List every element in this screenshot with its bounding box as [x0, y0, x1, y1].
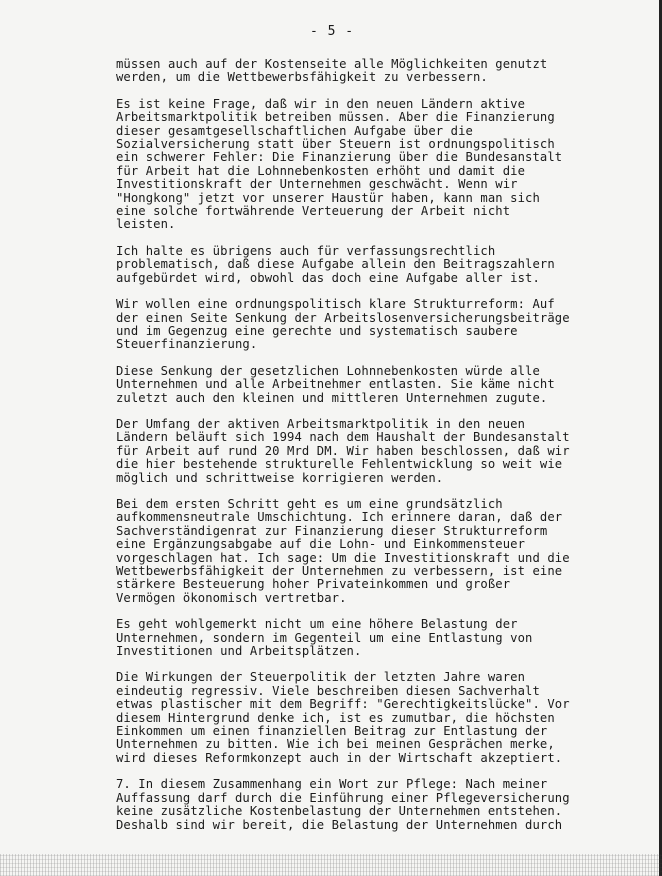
text-line: und im Gegenzug eine gerechte und systematisch saubere [116, 323, 518, 338]
text-line: leisten. [116, 217, 176, 232]
text-line: Unternehmen zu bitten. Wie ich bei meinen Gesprächen merke, [116, 737, 555, 752]
text-line: Ich halte es übrigens auch für verfassungsrechtlich [116, 243, 496, 258]
text-line: diesem Hintergrund denke ich, ist es zumutbar, die höchsten [116, 710, 555, 725]
text-line: Wir wollen eine ordnungspolitisch klare Strukturreform: Auf [116, 297, 555, 312]
text-line: Bei dem ersten Schritt geht es um eine grundsätzlich [116, 496, 503, 511]
paragraph [116, 496, 570, 605]
text-line: 7. In diesem Zusammenhang ein Wort zur Pflege: Nach meiner [116, 777, 548, 792]
paragraph [116, 618, 566, 658]
text-line: problematisch, daß diese Aufgabe allein den Beitragszahlern [116, 257, 555, 272]
paragraph [116, 245, 566, 285]
text-line: die hier bestehende strukturelle Fehlentwicklung so weit wie [116, 457, 563, 472]
paragraph [116, 777, 570, 832]
text-line: Investitionen und Arbeitsplätzen. [116, 644, 362, 659]
text-line: keine zusätzliche Kostenbelastung der Unternehmen entstehen. [116, 804, 563, 819]
text-line: eine solche fortwährende Verteuerung der Arbeit nicht [116, 204, 511, 219]
text-line: Deshalb sind wir bereit, die Belastung der Unternehmen durch [116, 817, 563, 832]
text-line: etwas plastischer mit dem Begriff: "Gerechtigkeitslücke". Vor [116, 697, 570, 712]
text-line: Sachverständigenrat zur Finanzierung dieser Strukturreform [116, 523, 548, 538]
text-line: Einkommen um einen finanziellen Beitrag zur Entlastung der [116, 724, 548, 739]
text-line: Der Umfang der aktiven Arbeitsmarktpolitik in den neuen [116, 416, 526, 431]
paragraph [116, 416, 570, 485]
text-line: Steuerfinanzierung. [116, 337, 258, 352]
text-line: Diese Senkung der gesetzlichen Lohnnebenkosten würde alle [116, 363, 540, 378]
text-line: Unternehmen, sondern im Gegenteil um eine Entlastung von [116, 630, 533, 645]
text-line: dieser gesamtgesellschaftlichen Aufgabe über die [116, 123, 473, 138]
text-line: Die Wirkungen der Steuerpolitik der letzten Jahre waren [116, 670, 526, 685]
text-line: Es geht wohlgemerkt nicht um eine höhere Belastung der [116, 617, 518, 632]
paragraph [116, 670, 570, 765]
text-line: Ländern beläuft sich 1994 nach dem Haushalt der Bundesanstalt [116, 430, 570, 445]
text-line: eine Ergänzungsabgabe auf die Lohn- und Einkommensteuer [116, 537, 526, 552]
text-line: werden, um die Wettbewerbsfähigkeit zu verbessern. [116, 70, 488, 85]
scan-noise [0, 854, 662, 876]
text-line: der einen Seite Senkung der Arbeitslosenversicherungsbeiträge [116, 310, 570, 325]
text-line: vorgeschlagen hat. Ich sage: Um die Investitionskraft und die [116, 550, 570, 565]
text-line: "Hongkong" jetzt vor unserer Haustür haben, kann man sich [116, 190, 540, 205]
document-body [116, 57, 570, 845]
text-line: Auffassung darf durch die Einführung einer Pflegeversicherung [116, 790, 570, 805]
text-line: Arbeitsmarktpolitik betreiben müssen. Aber die Finanzierung [116, 110, 555, 125]
text-line: Wettbewerbsfähigkeit der Unternehmen zu verbessern, ist eine [116, 564, 563, 578]
text-line: Investitionskraft der Unternehmen geschwächt. Wenn wir [116, 177, 518, 192]
text-line: aufgebürdet wird, obwohl das doch eine Aufgabe aller ist. [116, 270, 540, 285]
text-line: Es ist keine Frage, daß wir in den neuen Ländern aktive [116, 96, 526, 111]
text-line: Vermögen ökonomisch vertretbar. [116, 590, 347, 605]
paragraph [116, 58, 566, 85]
text-line: stärkere Besteuerung hoher Privateinkommen und großer [116, 577, 511, 592]
text-line: für Arbeit hat die Lohnnebenkosten erhöht und damit die [116, 163, 526, 178]
text-line: für Arbeit auf rund 20 Mrd DM. Wir haben beschlossen, daß wir [116, 443, 570, 458]
text-line: ein schwerer Fehler: Die Finanzierung über die Bundesanstalt [116, 150, 563, 165]
text-line: aufkommensneutrale Umschichtung. Ich erinnere daran, daß der [116, 510, 563, 525]
text-line: zuletzt auch den kleinen und mittleren Unternehmen zugute. [116, 390, 548, 405]
text-line: müssen auch auf der Kostenseite alle Möglichkeiten genutzt [116, 57, 548, 71]
text-line: wird dieses Reformkonzept auch in der Wirtschaft akzeptiert. [116, 750, 563, 765]
paragraph [116, 297, 570, 352]
paragraph [116, 98, 566, 232]
paragraph [116, 365, 566, 405]
text-line: Unternehmen und alle Arbeitnehmer entlasten. Sie käme nicht [116, 377, 555, 392]
text-line: möglich und schrittweise korrigieren werden. [116, 470, 444, 485]
page-number: - 5 - [310, 24, 355, 39]
text-line: eindeutig regressiv. Viele beschreiben diesen Sachverhalt [116, 683, 540, 698]
text-line: Sozialversicherung statt über Steuern ist ordnungspolitisch [116, 137, 555, 152]
